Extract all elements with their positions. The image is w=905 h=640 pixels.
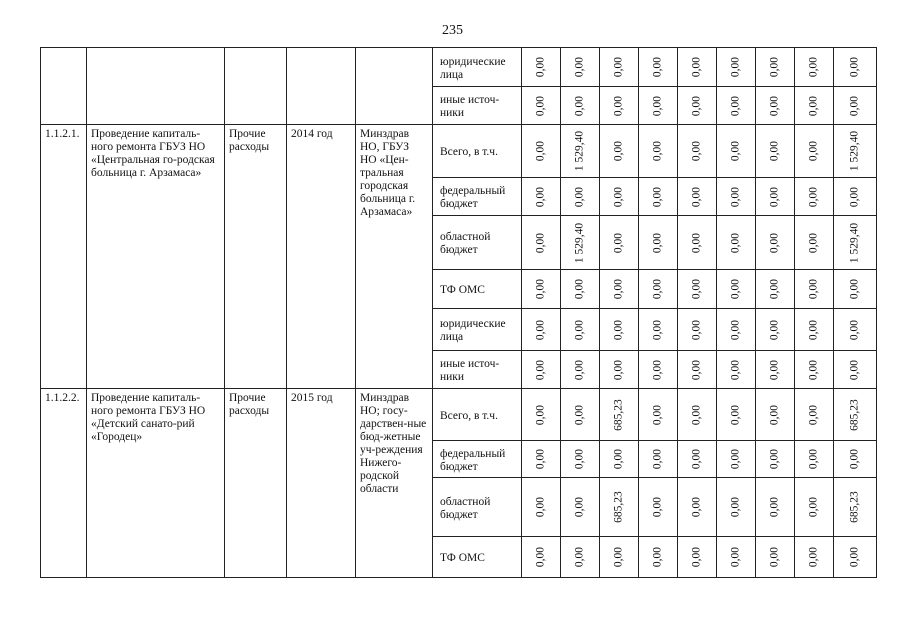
value-text: 0,00 xyxy=(807,278,820,300)
value-text: 0,00 xyxy=(690,95,703,116)
value-cell xyxy=(756,389,795,441)
year-cell: 2014 год xyxy=(287,125,356,389)
value-text: 0,00 xyxy=(573,448,586,470)
value-text: 0,00 xyxy=(729,56,742,78)
source-cell: Всего, в т.ч. xyxy=(433,125,522,178)
value-cell xyxy=(795,537,834,578)
value-text: 0,00 xyxy=(807,140,820,162)
value-cell xyxy=(717,178,756,216)
value-text: 0,00 xyxy=(573,278,586,300)
value-cell xyxy=(678,309,717,351)
value-text: 0,00 xyxy=(848,359,861,380)
value-cell xyxy=(639,178,678,216)
value-cell xyxy=(561,351,600,389)
value-text: 0,00 xyxy=(534,319,547,340)
year-cell xyxy=(287,48,356,125)
value-text: 0,00 xyxy=(612,448,625,470)
value-text: 0,00 xyxy=(534,232,547,253)
value-text: 685,23 xyxy=(848,398,861,431)
value-cell xyxy=(678,537,717,578)
value-cell xyxy=(522,309,561,351)
value-text: 0,00 xyxy=(729,359,742,380)
value-cell xyxy=(600,478,639,537)
value-cell xyxy=(678,48,717,87)
value-text: 1 529,40 xyxy=(848,130,861,172)
value-cell xyxy=(678,270,717,309)
value-cell xyxy=(756,537,795,578)
value-text: 0,00 xyxy=(729,278,742,300)
value-text: 0,00 xyxy=(534,95,547,116)
budget-table xyxy=(40,47,877,578)
value-text: 0,00 xyxy=(573,56,586,78)
value-text: 0,00 xyxy=(768,140,781,162)
value-text: 685,23 xyxy=(848,491,861,523)
value-text: 0,00 xyxy=(768,319,781,340)
value-cell xyxy=(522,389,561,441)
value-cell xyxy=(639,270,678,309)
value-text: 0,00 xyxy=(807,56,820,78)
value-cell xyxy=(834,48,877,87)
value-text: 0,00 xyxy=(768,186,781,207)
type-cell: Прочие расходы xyxy=(225,125,287,389)
number-cell xyxy=(41,48,87,125)
value-cell xyxy=(756,178,795,216)
value-text: 0,00 xyxy=(690,140,703,162)
value-text: 0,00 xyxy=(534,448,547,470)
table-row xyxy=(41,48,877,87)
value-text: 0,00 xyxy=(612,546,625,568)
value-cell xyxy=(678,389,717,441)
value-cell xyxy=(600,309,639,351)
value-cell xyxy=(717,537,756,578)
value-text: 0,00 xyxy=(690,359,703,380)
value-cell xyxy=(717,478,756,537)
value-text: 0,00 xyxy=(807,319,820,340)
value-cell xyxy=(795,178,834,216)
number-cell: 1.1.2.2. xyxy=(41,389,87,578)
value-text: 0,00 xyxy=(612,186,625,207)
value-cell xyxy=(522,270,561,309)
value-cell xyxy=(639,478,678,537)
value-text: 0,00 xyxy=(729,186,742,207)
value-cell xyxy=(717,48,756,87)
value-text: 0,00 xyxy=(573,496,586,518)
value-cell xyxy=(834,537,877,578)
value-cell xyxy=(522,48,561,87)
value-cell xyxy=(639,216,678,270)
value-cell xyxy=(834,389,877,441)
value-cell xyxy=(717,351,756,389)
value-cell xyxy=(600,48,639,87)
value-text: 0,00 xyxy=(612,140,625,162)
value-cell xyxy=(600,216,639,270)
value-cell xyxy=(756,270,795,309)
value-text: 0,00 xyxy=(848,278,861,300)
value-text: 0,00 xyxy=(651,404,664,425)
value-text: 0,00 xyxy=(768,448,781,470)
type-cell xyxy=(225,48,287,125)
value-text: 0,00 xyxy=(534,186,547,207)
value-cell xyxy=(756,125,795,178)
value-text: 0,00 xyxy=(848,448,861,470)
value-text: 0,00 xyxy=(651,546,664,568)
value-text: 0,00 xyxy=(573,359,586,380)
type-cell: Прочие расходы xyxy=(225,389,287,578)
value-text: 0,00 xyxy=(768,56,781,78)
value-cell xyxy=(678,351,717,389)
value-text: 0,00 xyxy=(651,496,664,518)
value-text: 685,23 xyxy=(612,491,625,523)
name-cell xyxy=(87,48,225,125)
value-text: 0,00 xyxy=(651,359,664,380)
executor-cell xyxy=(356,48,433,125)
value-cell xyxy=(795,270,834,309)
value-cell xyxy=(756,351,795,389)
value-cell xyxy=(678,216,717,270)
value-text: 1 529,40 xyxy=(573,222,586,263)
table-body xyxy=(41,48,877,578)
value-cell xyxy=(834,270,877,309)
executor-cell: Минздрав НО; госу-дарствен-ные бюд-жетные уч-реждения Нижего-родской области xyxy=(356,389,433,578)
value-cell xyxy=(795,125,834,178)
value-text: 0,00 xyxy=(651,278,664,300)
value-text: 0,00 xyxy=(848,56,861,78)
value-cell xyxy=(639,537,678,578)
value-text: 0,00 xyxy=(534,278,547,300)
value-cell xyxy=(600,125,639,178)
value-cell xyxy=(600,537,639,578)
value-cell xyxy=(561,216,600,270)
value-text: 0,00 xyxy=(768,232,781,253)
value-text: 1 529,40 xyxy=(573,130,586,172)
value-text: 0,00 xyxy=(729,546,742,568)
value-text: 0,00 xyxy=(651,95,664,116)
value-text: 0,00 xyxy=(807,186,820,207)
value-cell xyxy=(717,441,756,478)
value-text: 0,00 xyxy=(573,319,586,340)
year-cell: 2015 год xyxy=(287,389,356,578)
value-cell xyxy=(756,309,795,351)
value-text: 0,00 xyxy=(848,546,861,568)
value-text: 0,00 xyxy=(612,278,625,300)
value-cell xyxy=(678,441,717,478)
value-text: 0,00 xyxy=(651,140,664,162)
value-cell xyxy=(522,178,561,216)
name-cell: Проведение капиталь-ного ремонта ГБУЗ НО «Детский санато-рий «Городец» xyxy=(87,389,225,578)
value-cell xyxy=(522,351,561,389)
value-text: 0,00 xyxy=(807,359,820,380)
value-text: 0,00 xyxy=(848,186,861,207)
value-cell xyxy=(795,48,834,87)
value-text: 0,00 xyxy=(768,404,781,425)
value-text: 0,00 xyxy=(690,278,703,300)
value-cell xyxy=(522,441,561,478)
value-cell xyxy=(795,309,834,351)
value-cell xyxy=(639,441,678,478)
value-text: 0,00 xyxy=(651,186,664,207)
value-cell xyxy=(600,178,639,216)
source-cell: ТФ ОМС xyxy=(433,270,522,309)
table-row xyxy=(41,125,877,178)
value-cell xyxy=(717,309,756,351)
value-cell xyxy=(600,87,639,125)
value-cell xyxy=(834,351,877,389)
page-number: 235 xyxy=(442,23,463,38)
value-cell xyxy=(561,537,600,578)
value-text: 0,00 xyxy=(729,448,742,470)
value-text: 0,00 xyxy=(729,140,742,162)
value-text: 1 529,40 xyxy=(848,222,861,263)
value-text: 0,00 xyxy=(534,56,547,78)
value-cell xyxy=(678,125,717,178)
value-text: 0,00 xyxy=(807,546,820,568)
value-cell xyxy=(600,441,639,478)
value-text: 0,00 xyxy=(573,404,586,425)
value-text: 0,00 xyxy=(690,404,703,425)
value-text: 0,00 xyxy=(573,95,586,116)
value-cell xyxy=(717,216,756,270)
table-row xyxy=(41,389,877,441)
value-cell xyxy=(756,48,795,87)
value-text: 0,00 xyxy=(651,232,664,253)
value-cell xyxy=(834,178,877,216)
value-text: 0,00 xyxy=(729,496,742,518)
value-cell xyxy=(639,309,678,351)
value-cell xyxy=(834,125,877,178)
value-cell xyxy=(834,478,877,537)
value-cell xyxy=(522,125,561,178)
value-text: 0,00 xyxy=(768,546,781,568)
value-cell xyxy=(678,178,717,216)
name-cell: Проведение капиталь-ного ремонта ГБУЗ НО «Центральная го-родская больница г. Арзамаса» xyxy=(87,125,225,389)
value-text: 0,00 xyxy=(807,232,820,253)
value-text: 0,00 xyxy=(729,319,742,340)
value-cell xyxy=(639,48,678,87)
value-cell xyxy=(756,216,795,270)
source-cell: областной бюджет xyxy=(433,478,522,537)
source-cell: юридические лица xyxy=(433,48,522,87)
value-text: 0,00 xyxy=(768,278,781,300)
value-cell xyxy=(639,125,678,178)
value-cell xyxy=(717,87,756,125)
value-text: 0,00 xyxy=(651,319,664,340)
value-cell xyxy=(795,441,834,478)
value-cell xyxy=(795,87,834,125)
source-cell: Всего, в т.ч. xyxy=(433,389,522,441)
value-cell xyxy=(834,309,877,351)
value-cell xyxy=(795,216,834,270)
value-cell xyxy=(561,309,600,351)
value-cell xyxy=(834,87,877,125)
value-text: 0,00 xyxy=(768,95,781,116)
value-cell xyxy=(561,441,600,478)
value-text: 0,00 xyxy=(807,448,820,470)
source-cell: юридические лица xyxy=(433,309,522,351)
value-cell xyxy=(756,441,795,478)
value-cell xyxy=(600,270,639,309)
value-text: 685,23 xyxy=(612,398,625,431)
value-text: 0,00 xyxy=(807,496,820,518)
value-cell xyxy=(561,389,600,441)
value-text: 0,00 xyxy=(612,95,625,116)
executor-cell: Минздрав НО, ГБУЗ НО «Цен-тральная городская больница г. Арзамаса» xyxy=(356,125,433,389)
value-cell xyxy=(795,351,834,389)
value-text: 0,00 xyxy=(612,232,625,253)
value-cell xyxy=(639,351,678,389)
value-text: 0,00 xyxy=(651,448,664,470)
value-cell xyxy=(522,87,561,125)
value-cell xyxy=(561,178,600,216)
value-cell xyxy=(795,478,834,537)
source-cell: иные источ-ники xyxy=(433,87,522,125)
value-text: 0,00 xyxy=(729,95,742,116)
value-cell xyxy=(561,48,600,87)
value-cell xyxy=(717,270,756,309)
value-text: 0,00 xyxy=(690,186,703,207)
value-text: 0,00 xyxy=(690,448,703,470)
value-cell xyxy=(717,389,756,441)
value-text: 0,00 xyxy=(534,404,547,425)
value-text: 0,00 xyxy=(690,496,703,518)
value-cell xyxy=(522,478,561,537)
value-text: 0,00 xyxy=(848,95,861,116)
value-text: 0,00 xyxy=(729,404,742,425)
value-cell xyxy=(834,441,877,478)
value-text: 0,00 xyxy=(768,359,781,380)
value-cell xyxy=(756,87,795,125)
value-cell xyxy=(522,537,561,578)
value-text: 0,00 xyxy=(651,56,664,78)
source-cell: ТФ ОМС xyxy=(433,537,522,578)
value-text: 0,00 xyxy=(690,56,703,78)
value-text: 0,00 xyxy=(612,319,625,340)
value-text: 0,00 xyxy=(848,319,861,340)
value-text: 0,00 xyxy=(768,496,781,518)
value-cell xyxy=(717,125,756,178)
value-text: 0,00 xyxy=(690,232,703,253)
source-cell: федеральный бюджет xyxy=(433,441,522,478)
value-text: 0,00 xyxy=(534,140,547,162)
value-text: 0,00 xyxy=(534,546,547,568)
value-cell xyxy=(678,87,717,125)
value-cell xyxy=(678,478,717,537)
value-text: 0,00 xyxy=(612,56,625,78)
source-cell: иные источ-ники xyxy=(433,351,522,389)
value-cell xyxy=(834,216,877,270)
value-text: 0,00 xyxy=(534,496,547,518)
value-cell xyxy=(561,270,600,309)
value-cell xyxy=(639,87,678,125)
value-cell xyxy=(561,125,600,178)
value-text: 0,00 xyxy=(807,404,820,425)
value-cell xyxy=(561,478,600,537)
value-text: 0,00 xyxy=(573,546,586,568)
source-cell: федеральный бюджет xyxy=(433,178,522,216)
value-text: 0,00 xyxy=(534,359,547,380)
value-text: 0,00 xyxy=(573,186,586,207)
value-cell xyxy=(600,351,639,389)
value-text: 0,00 xyxy=(690,319,703,340)
value-text: 0,00 xyxy=(690,546,703,568)
value-cell xyxy=(795,389,834,441)
value-text: 0,00 xyxy=(807,95,820,116)
value-cell xyxy=(522,216,561,270)
value-cell xyxy=(756,478,795,537)
value-cell xyxy=(600,389,639,441)
value-text: 0,00 xyxy=(729,232,742,253)
number-cell: 1.1.2.1. xyxy=(41,125,87,389)
value-cell xyxy=(561,87,600,125)
value-text: 0,00 xyxy=(612,359,625,380)
value-cell xyxy=(639,389,678,441)
source-cell: областной бюджет xyxy=(433,216,522,270)
